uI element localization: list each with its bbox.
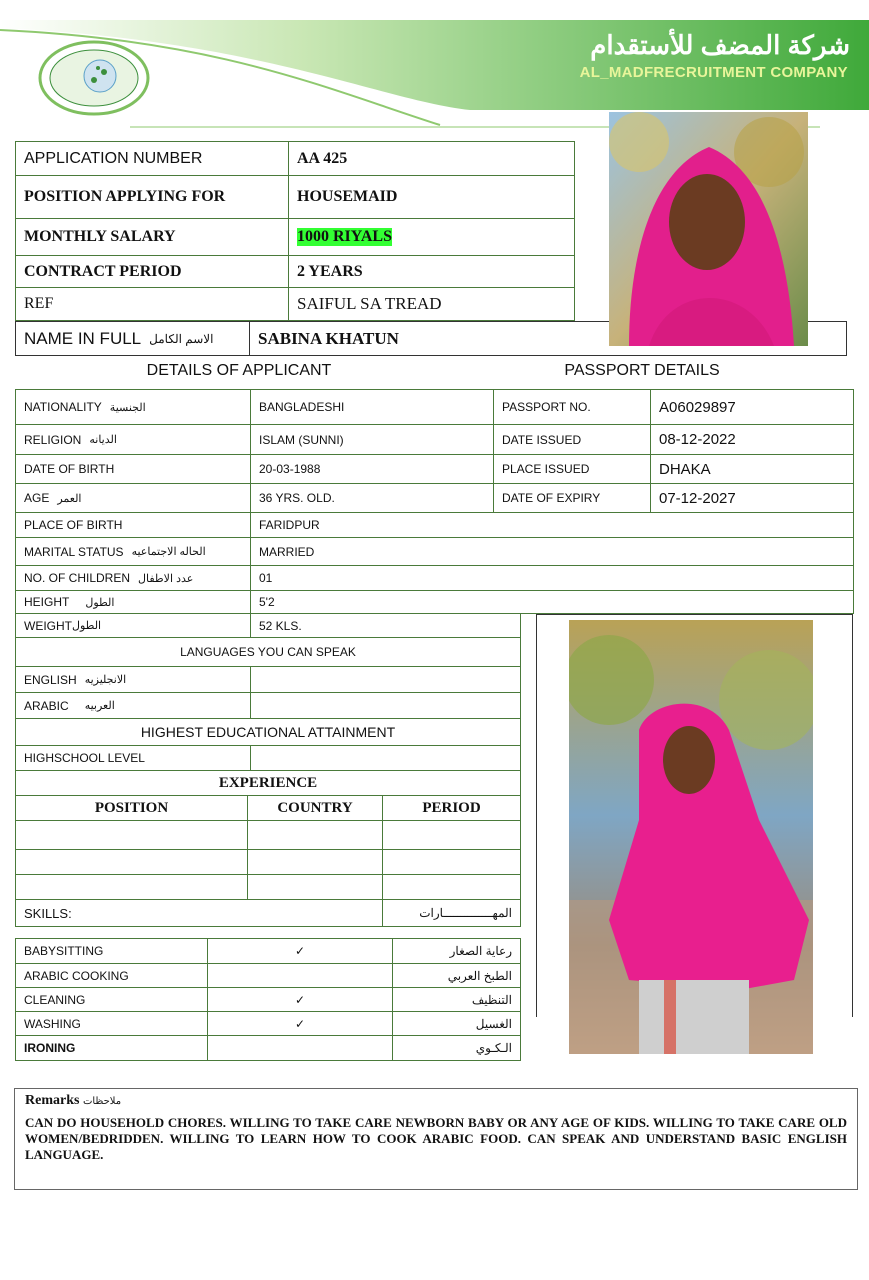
- skill-babysitting-arabic: رعاية الصغار: [392, 938, 521, 964]
- remarks-title: Remarks: [25, 1093, 80, 1108]
- applicant-photo-fullbody: [569, 620, 813, 1054]
- skill-cooking-check: [207, 963, 393, 988]
- expiry-value: 07-12-2027: [650, 483, 854, 513]
- section-title-passport: PASSPORT DETAILS: [564, 362, 720, 379]
- religion-value: ISLAM (SUNNI): [250, 424, 494, 455]
- religion-label: RELIGION: [24, 432, 82, 447]
- height-label-arabic: الطول: [85, 596, 115, 609]
- skill-cleaning-label: CLEANING: [15, 987, 208, 1012]
- remarks-title-arabic: ملاحظات: [82, 1096, 122, 1107]
- skill-ironing-arabic: الـكـوي: [392, 1035, 521, 1061]
- company-name-arabic: شركة المضف للأستقدام: [590, 30, 850, 60]
- experience-row: [15, 849, 248, 875]
- age-value: 36 YRS. OLD.: [250, 483, 494, 513]
- experience-row: [15, 874, 248, 900]
- arabic-label: ARABIC: [24, 698, 69, 713]
- english-label-cell: [15, 666, 251, 693]
- weight-label-arabic: الطول: [72, 620, 102, 632]
- application-number-value: AA 425: [288, 141, 575, 176]
- nationality-label-arabic: الجنسية: [109, 401, 146, 414]
- place-of-birth-label: PLACE OF BIRTH: [15, 512, 251, 538]
- skill-babysitting-check: ✓: [207, 938, 393, 964]
- experience-title: EXPERIENCE: [15, 770, 521, 796]
- weight-label-cell: [15, 613, 251, 638]
- position-label: POSITION APPLYING FOR: [15, 175, 289, 219]
- arabic-label-arabic: العربيه: [84, 700, 115, 712]
- applicant-photo-portrait: [609, 112, 808, 346]
- skill-cleaning-arabic: التنظيف: [392, 987, 521, 1012]
- skill-washing-check: ✓: [207, 1011, 393, 1036]
- skill-cleaning-check: ✓: [207, 987, 393, 1012]
- marital-label-cell: [15, 537, 251, 566]
- experience-row: [382, 874, 521, 900]
- nationality-label: NATIONALITY: [24, 400, 102, 414]
- skills-title-arabic: المهــــــــــــــارات: [382, 899, 521, 927]
- height-value: 5'2: [250, 590, 854, 614]
- height-label: HEIGHT: [24, 595, 70, 609]
- contract-value: 2 YEARS: [288, 255, 575, 288]
- dob-value: 20-03-1988: [250, 454, 494, 484]
- marital-value: MARRIED: [250, 537, 854, 566]
- salary-label: MONTHLY SALARY: [15, 218, 289, 256]
- dob-label: DATE OF BIRTH: [15, 454, 251, 484]
- date-issued-label: DATE ISSUED: [493, 424, 651, 455]
- name-value: SABINA KHATUN: [249, 321, 847, 356]
- experience-col-period: PERIOD: [382, 795, 521, 821]
- height-label-cell: [15, 590, 251, 614]
- place-issued-label: PLACE ISSUED: [493, 454, 651, 484]
- experience-col-country: COUNTRY: [247, 795, 383, 821]
- age-label: AGE: [24, 491, 50, 505]
- education-extra: [250, 745, 521, 771]
- place-of-birth-value: FARIDPUR: [250, 512, 854, 538]
- name-label-cell: [15, 321, 250, 356]
- arabic-level: [250, 692, 521, 719]
- english-label-arabic: الانجليزيه: [84, 674, 127, 686]
- children-label: NO. OF CHILDREN: [24, 571, 131, 585]
- remarks-text: CAN DO HOUSEHOLD CHORES. WILLING TO TAKE CARE NEWBORN BABY OR ANY AGE OF KIDS. WILLING TO TAKE CARE OLD WOMEN/BEDRIDDEN. WILLING TO LEARN HOW TO COOK ARABIC FOOD. CAN SPEAK AND UNDERSTAND BASIC ENGLISH LANGUAGE.: [25, 1115, 847, 1162]
- date-issued-value: 08-12-2022: [650, 424, 854, 455]
- remarks-box: [14, 1088, 858, 1190]
- languages-title: LANGUAGES YOU CAN SPEAK: [15, 637, 521, 667]
- religion-label-cell: [15, 424, 251, 455]
- company-logo: [38, 38, 150, 116]
- experience-row: [247, 849, 383, 875]
- experience-row: [247, 874, 383, 900]
- salary-value: 1000 RIYALS: [297, 228, 392, 245]
- religion-label-arabic: الديانه: [89, 434, 117, 446]
- education-level: HIGHSCHOOL LEVEL: [15, 745, 251, 771]
- experience-row: [382, 849, 521, 875]
- children-label-cell: [15, 565, 251, 591]
- nationality-value: BANGLADESHI: [250, 389, 494, 425]
- skill-cooking-label: ARABIC COOKING: [15, 963, 208, 988]
- ref-label: REF: [15, 287, 289, 321]
- skill-cooking-arabic: الطبخ العربي: [392, 963, 521, 988]
- arabic-label-cell: [15, 692, 251, 719]
- skill-washing-label: WASHING: [15, 1011, 208, 1036]
- passport-no-label: PASSPORT NO.: [493, 389, 651, 425]
- company-name-english: AL_MADFRECRUITMENT COMPANY: [579, 64, 848, 81]
- skill-washing-arabic: الغسيل: [392, 1011, 521, 1036]
- name-label: NAME IN FULL: [24, 328, 142, 348]
- ref-value: SAIFUL SA TREAD: [288, 287, 575, 321]
- section-title-applicant: DETAILS OF APPLICANT: [146, 362, 332, 379]
- age-label-arabic: العمر: [57, 492, 82, 505]
- children-value: 01: [250, 565, 854, 591]
- education-title: HIGHEST EDUCATIONAL ATTAINMENT: [15, 718, 521, 746]
- nationality-label-cell: [15, 389, 251, 425]
- header-banner: [0, 0, 869, 130]
- skill-ironing-check: [207, 1035, 393, 1061]
- name-label-arabic: الاسم الكامل: [149, 331, 214, 346]
- salary-value-cell: [288, 218, 575, 256]
- place-issued-value: DHAKA: [650, 454, 854, 484]
- weight-label: WEIGHT: [24, 618, 72, 633]
- experience-row: [15, 820, 248, 850]
- contract-label: CONTRACT PERIOD: [15, 255, 289, 288]
- english-label: ENGLISH: [24, 672, 77, 687]
- experience-col-position: POSITION: [15, 795, 248, 821]
- application-number-label: APPLICATION NUMBER: [15, 141, 289, 176]
- position-value: HOUSEMAID: [288, 175, 575, 219]
- experience-row: [247, 820, 383, 850]
- skill-babysitting-label: BABYSITTING: [15, 938, 208, 964]
- skills-title: SKILLS:: [15, 899, 383, 927]
- expiry-label: DATE OF EXPIRY: [493, 483, 651, 513]
- skill-ironing-label: IRONING: [15, 1035, 208, 1061]
- marital-label-arabic: الحاله الاجتماعيه: [131, 546, 206, 558]
- passport-no-value: A06029897: [650, 389, 854, 425]
- age-label-cell: [15, 483, 251, 513]
- remarks-header: [25, 1093, 847, 1109]
- english-level: [250, 666, 521, 693]
- weight-value: 52 KLS.: [250, 613, 521, 638]
- experience-row: [382, 820, 521, 850]
- children-label-arabic: عدد الاطفال: [138, 572, 194, 585]
- marital-label: MARITAL STATUS: [24, 544, 124, 559]
